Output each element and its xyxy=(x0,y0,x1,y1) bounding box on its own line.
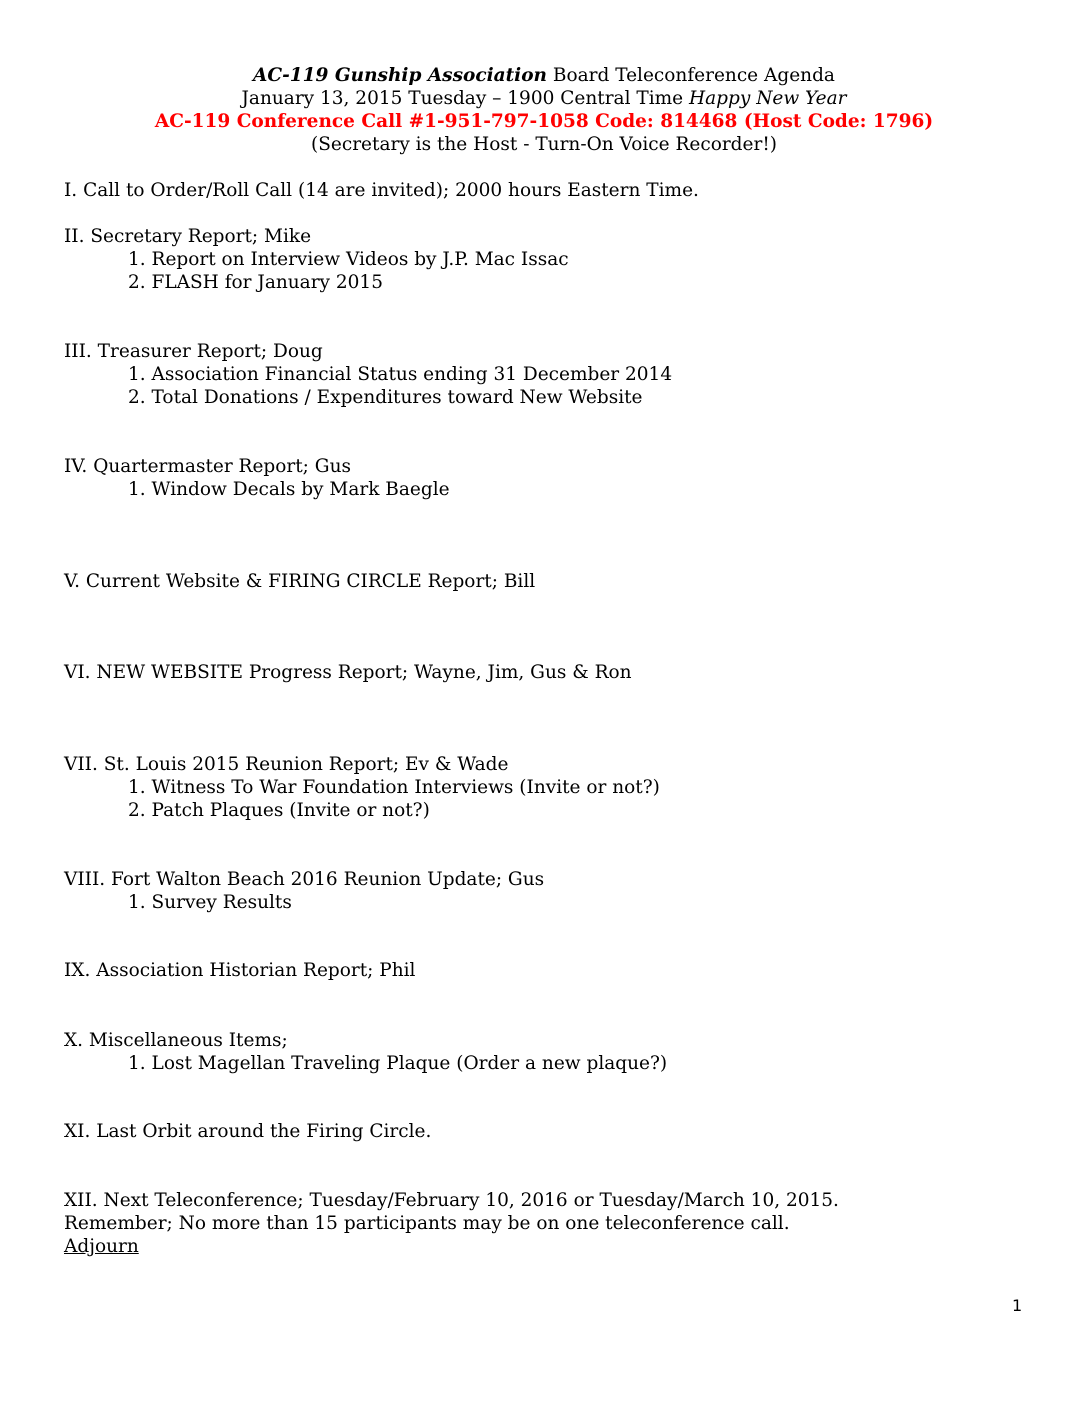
agenda-item-2 xyxy=(64,225,569,294)
adjourn-label: Adjourn xyxy=(64,1236,139,1257)
conference-call-info: AC-119 Conference Call #1-951-797-1058 Code: 814468 (Host Code: 1796) xyxy=(154,111,934,132)
agenda-subitem: 1. Lost Magellan Traveling Plaque (Order a new plaque?) xyxy=(128,1053,668,1074)
agenda-item-4 xyxy=(64,455,450,501)
agenda-subitem: 1. Report on Interview Videos by J.P. Mac Issac xyxy=(128,249,569,270)
agenda-item-7 xyxy=(64,753,660,822)
agenda-item-10-title: X. Miscellaneous Items; xyxy=(64,1030,288,1051)
agenda-subitem: 1. Window Decals by Mark Baegle xyxy=(128,479,450,500)
agenda-item-8 xyxy=(64,868,544,914)
agenda-item-1: I. Call to Order/Roll Call (14 are invited); 2000 hours Eastern Time. xyxy=(64,180,699,201)
date-line xyxy=(0,87,1088,110)
agenda-item-12 xyxy=(64,1189,839,1258)
agenda-subitem: 2. Total Donations / Expenditures toward New Website xyxy=(128,387,643,408)
agenda-subitem: 2. Patch Plaques (Invite or not?) xyxy=(128,800,430,821)
agenda-item-8-title: VIII. Fort Walton Beach 2016 Reunion Update; Gus xyxy=(64,869,545,890)
agenda-item-7-title: VII. St. Louis 2015 Reunion Report; Ev & Wade xyxy=(64,754,509,775)
agenda-item-10 xyxy=(64,1029,667,1075)
page-number: 1 xyxy=(1012,1296,1023,1315)
agenda-item-3 xyxy=(64,340,672,409)
agenda-item-9: IX. Association Historian Report; Phil xyxy=(64,960,416,981)
agenda-item-6: VI. NEW WEBSITE Progress Report; Wayne, Jim, Gus & Ron xyxy=(64,662,632,683)
greeting: Happy New Year xyxy=(689,88,847,109)
agenda-item-11: XI. Last Orbit around the Firing Circle. xyxy=(64,1121,432,1142)
agenda-item-5: V. Current Website & FIRING CIRCLE Report; Bill xyxy=(64,571,536,592)
organization-name: AC-119 Gunship Association xyxy=(253,65,547,86)
next-teleconference: XII. Next Teleconference; Tuesday/February 10, 2016 or Tuesday/March 10, 2015. xyxy=(64,1190,839,1211)
agenda-subitem: 1. Witness To War Foundation Interviews (Invite or not?) xyxy=(128,777,660,798)
agenda-item-3-title: III. Treasurer Report; Doug xyxy=(64,341,323,362)
meeting-date: January 13, 2015 Tuesday – 1900 Central Time xyxy=(241,88,690,109)
agenda-item-4-title: IV. Quartermaster Report; Gus xyxy=(64,456,351,477)
agenda-subitem: 2. FLASH for January 2015 xyxy=(128,272,383,293)
title-line xyxy=(0,64,1088,87)
agenda-item-2-title: II. Secretary Report; Mike xyxy=(64,226,312,247)
title-text: Board Teleconference Agenda xyxy=(546,65,835,86)
agenda-subitem: 1. Association Financial Status ending 31 December 2014 xyxy=(128,364,673,385)
agenda-header xyxy=(0,64,1088,156)
agenda-subitem: 1. Survey Results xyxy=(128,892,292,913)
host-note: (Secretary is the Host - Turn-On Voice Recorder!) xyxy=(311,134,777,155)
participant-reminder: Remember; No more than 15 participants may be on one teleconference call. xyxy=(64,1213,790,1234)
